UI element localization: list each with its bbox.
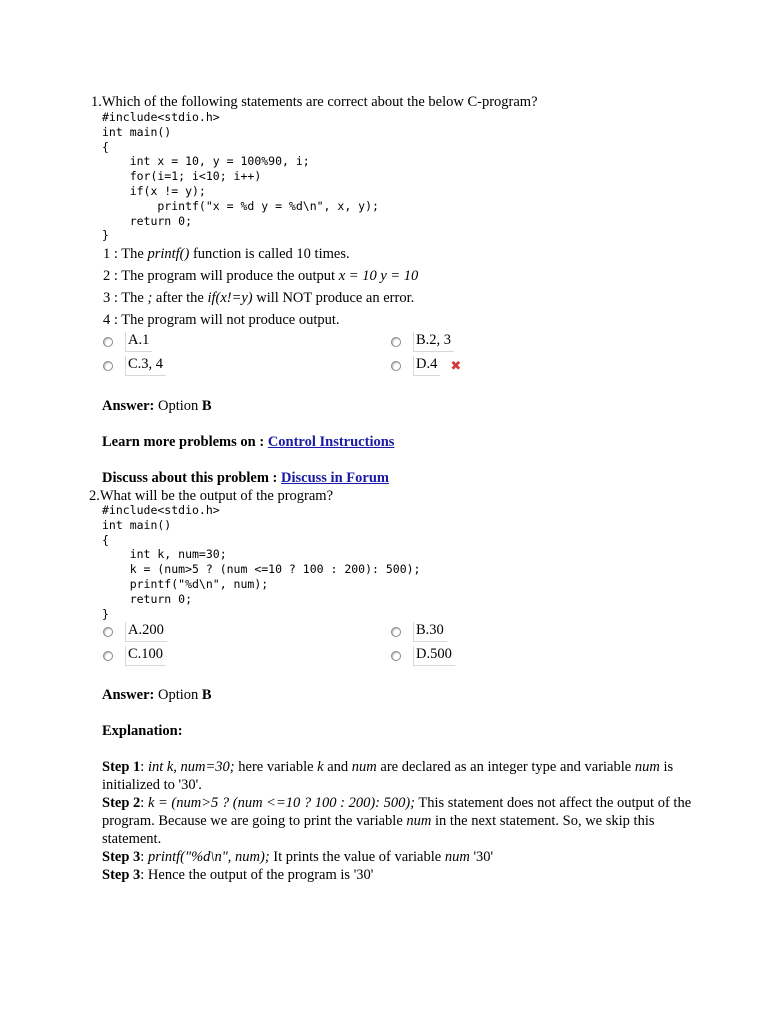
- step-1: Step 1: int k, num=30; here variable k and num are declared as an integer type and variable num is initialized to '30'.: [102, 759, 674, 793]
- q2-option-d[interactable]: [391, 646, 455, 666]
- statement-2: 2 : The program will produce the output x = 10 y = 10: [103, 268, 419, 284]
- option-label: A.200: [125, 622, 167, 642]
- q1-learn-more: Learn more problems on : Control Instructions: [102, 434, 395, 450]
- question-1-statements: [103, 243, 418, 331]
- q1-option-c[interactable]: [103, 356, 166, 376]
- wrong-answer-icon: ✖: [450, 358, 462, 374]
- step-3: Step 3: printf("%d\n", num); It prints the value of variable num '30': [102, 849, 494, 865]
- question-1-code: #include<stdio.h> int main() { int x = 10, y = 100%90, i; for(i=1; i<10; i++) if(x != y); printf("x = %d y = %d\n", x, y); return 0; }: [102, 110, 379, 243]
- explanation-heading: Explanation:: [102, 723, 183, 739]
- explanation-body: [102, 758, 692, 884]
- option-label: A.1: [125, 332, 152, 352]
- step-2: Step 2: k = (num>5 ? (num <=10 ? 100 : 200): 500); This statement does not affect the output of the program. Because we are going to print the variable num in the next statement. So, we skip this statement.: [102, 795, 692, 847]
- option-label: B.2, 3: [413, 332, 454, 352]
- radio-button[interactable]: [103, 337, 113, 347]
- radio-button[interactable]: [391, 627, 401, 637]
- option-label: C.3, 4: [125, 356, 166, 376]
- option-label: B.30: [413, 622, 447, 642]
- discuss-in-forum-link[interactable]: Discuss in Forum: [281, 470, 389, 486]
- q2-option-a[interactable]: [103, 622, 167, 642]
- q1-discuss: Discuss about this problem : Discuss in Forum: [102, 470, 389, 486]
- q1-option-b[interactable]: [391, 332, 454, 352]
- statement-4: 4 : The program will not produce output.: [103, 312, 340, 328]
- q2-option-c[interactable]: [103, 646, 166, 666]
- option-label: D.500: [413, 646, 455, 666]
- q1-answer: Answer: Option B: [102, 398, 212, 414]
- q1-option-d[interactable]: [391, 356, 461, 376]
- question-2-title: 2.What will be the output of the program?: [89, 488, 334, 504]
- radio-button[interactable]: [103, 361, 113, 371]
- question-1-title: 1.Which of the following statements are correct about the below C-program?: [91, 94, 538, 110]
- radio-button[interactable]: [391, 361, 401, 371]
- radio-button[interactable]: [391, 337, 401, 347]
- q2-answer: Answer: Option B: [102, 687, 212, 703]
- q2-option-b[interactable]: [391, 622, 447, 642]
- radio-button[interactable]: [391, 651, 401, 661]
- statement-3: 3 : The ; after the if(x!=y) will NOT produce an error.: [103, 290, 415, 306]
- option-label: C.100: [125, 646, 166, 666]
- radio-button[interactable]: [103, 651, 113, 661]
- step-4: Step 3: Hence the output of the program is '30': [102, 867, 374, 883]
- q1-option-a[interactable]: [103, 332, 152, 352]
- question-2-code: #include<stdio.h> int main() { int k, num=30; k = (num>5 ? (num <=10 ? 100 : 200): 500); printf("%d\n", num); return 0; }: [102, 503, 421, 621]
- radio-button[interactable]: [103, 627, 113, 637]
- option-label: D.4: [413, 356, 440, 376]
- control-instructions-link[interactable]: Control Instructions: [267, 434, 395, 450]
- statement-1: 1 : The printf() function is called 10 times.: [103, 246, 350, 262]
